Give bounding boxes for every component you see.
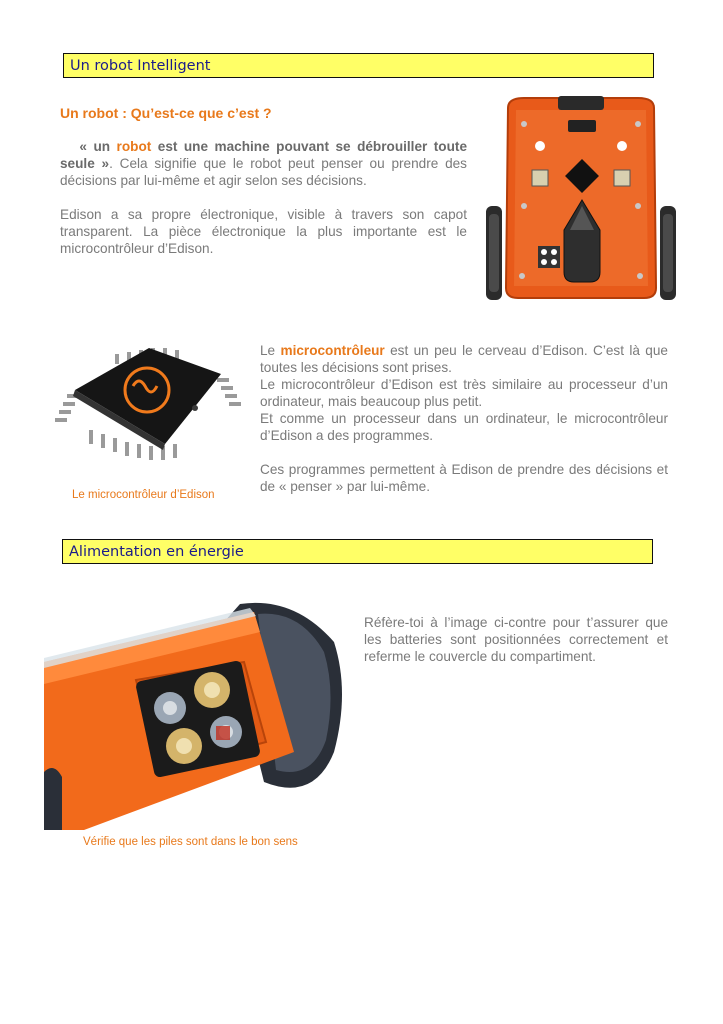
section-banner-energie	[62, 539, 653, 564]
robot-definition-paragraph: « un robot est une machine pouvant se débrouiller toute seule ». Cela signifie que le robot peut penser ou prendre des décisions par lui-même et agir selon ses décisions.	[60, 139, 468, 188]
thinking-paragraph: Ces programmes permettent à Edison de prendre des décisions et de « penser » par lui-même.	[260, 462, 668, 494]
banner-title: Un robot Intelligent	[70, 58, 211, 74]
microcontroller-intro-paragraph: Le microcontrôleur est un peu le cerveau d’Edison. C’est là que toutes les décisions sont prises.	[260, 343, 668, 375]
robot-definition-text	[60, 138, 467, 257]
battery-instructions: Réfère-toi à l’image ci-contre pour t’assurer que les batteries sont positionnées correctement et referme le couvercle du compartiment.	[364, 615, 668, 664]
programs-paragraph: Et comme un processeur dans un ordinateur, le microcontrôleur d’Edison a des programmes.	[260, 411, 668, 443]
processor-comparison-paragraph: Le microcontrôleur d’Edison est très similaire au processeur d’un ordinateur, mais beaucoup plus petit.	[260, 377, 668, 409]
section-heading: Un robot : Qu’est-ce que c’est ?	[60, 105, 272, 121]
battery-caption: Vérifie que les piles sont dans le bon sens	[83, 836, 298, 848]
edison-robot-image	[484, 96, 678, 304]
microcontroller-caption: Le microcontrôleur d’Edison	[72, 489, 215, 501]
keyword-microcontroleur: microcontrôleur	[280, 343, 385, 358]
keyword-robot: robot	[116, 139, 152, 154]
microcontroller-text	[260, 342, 668, 495]
banner-title: Alimentation en énergie	[69, 544, 244, 560]
section-banner-intelligent	[63, 53, 654, 78]
battery-compartment-image	[44, 602, 346, 830]
microcontroller-chip-image	[45, 342, 245, 464]
electronics-paragraph: Edison a sa propre électronique, visible à travers son capot transparent. La pièce électronique la plus importante est le microcontrôleur d’Edison.	[60, 207, 467, 256]
